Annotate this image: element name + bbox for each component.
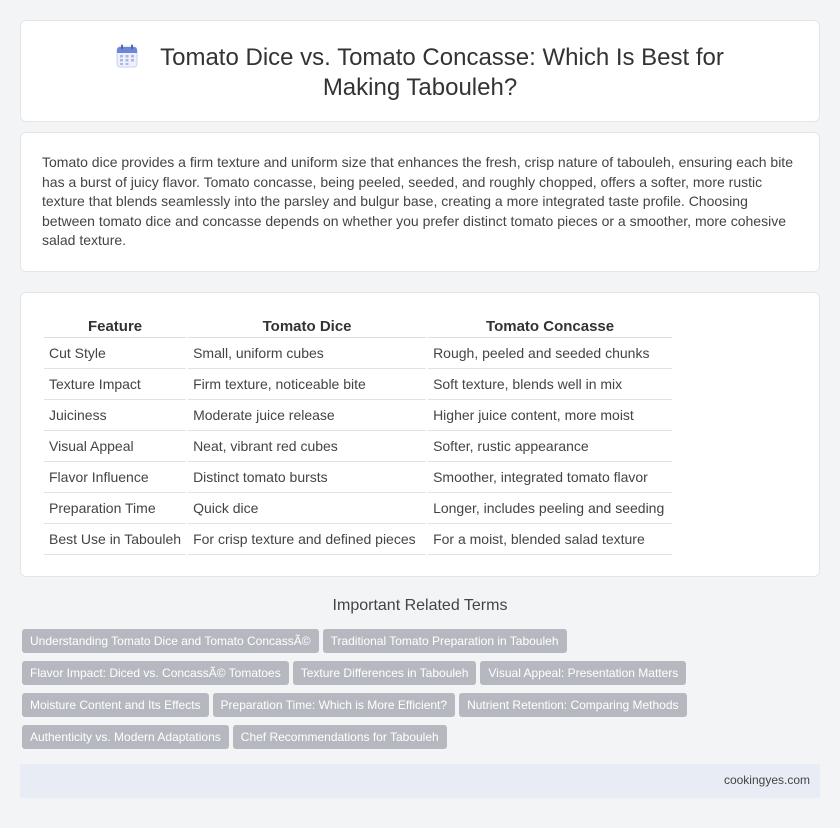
table-header-row: [44, 316, 672, 338]
table-cell: Quick dice: [188, 493, 426, 524]
tag-row: [22, 693, 822, 725]
table-cell: For a moist, blended salad texture: [428, 524, 672, 555]
related-term-tag[interactable]: Nutrient Retention: Comparing Methods: [459, 693, 686, 717]
related-terms-heading: Important Related Terms: [332, 597, 508, 614]
footer: [20, 764, 820, 798]
related-term-tag[interactable]: Traditional Tomato Preparation in Tabouleh: [323, 629, 567, 653]
comparison-card: [20, 292, 820, 577]
table-cell: Small, uniform cubes: [188, 338, 426, 369]
comparison-table: [42, 316, 674, 555]
related-term-tag[interactable]: Flavor Impact: Diced vs. ConcassÃ© Tomatoes: [22, 661, 289, 685]
column-header-tomato-dice: Tomato Dice: [188, 316, 426, 338]
tag-row: [22, 629, 822, 661]
table-cell: Moderate juice release: [188, 400, 426, 431]
table-cell: Distinct tomato bursts: [188, 462, 426, 493]
table-cell: Neat, vibrant red cubes: [188, 431, 426, 462]
table-cell: Preparation Time: [44, 493, 186, 524]
intro-paragraph: Tomato dice provides a firm texture and uniform size that enhances the fresh, crisp nature of tabouleh, ensuring each bite has a burst of juicy flavor. Tomato concasse, being peeled, seeded, and roughly chopped, offers a softer, more rustic texture that blends seamlessly into the parsley and bulgur base, creating a more integrated taste profile. Choosing between tomato dice and concasse depends on whether you prefer distinct tomato pieces or a smoother, more cohesive salad texture.: [42, 154, 793, 249]
calendar-icon: [116, 44, 138, 68]
table-row: [44, 462, 672, 493]
related-term-tag[interactable]: Understanding Tomato Dice and Tomato ConcassÃ©: [22, 629, 319, 653]
related-term-tag[interactable]: Visual Appeal: Presentation Matters: [480, 661, 686, 685]
related-term-tag[interactable]: Authenticity vs. Modern Adaptations: [22, 725, 229, 749]
table-row: [44, 493, 672, 524]
table-cell: Texture Impact: [44, 369, 186, 400]
table-cell: Rough, peeled and seeded chunks: [428, 338, 672, 369]
table-cell: Soft texture, blends well in mix: [428, 369, 672, 400]
page-title: Tomato Dice vs. Tomato Concasse: Which Is Best for Making Tabouleh?: [160, 44, 724, 101]
table-row: [44, 524, 672, 555]
related-term-tag[interactable]: Preparation Time: Which is More Efficient?: [213, 693, 456, 717]
related-terms-list: [22, 629, 822, 757]
table-row: [44, 400, 672, 431]
tag-row: [22, 725, 822, 757]
table-row: [44, 338, 672, 369]
table-row: [44, 369, 672, 400]
page-title-wrap: [81, 43, 759, 103]
table-cell: Best Use in Tabouleh: [44, 524, 186, 555]
table-cell: Higher juice content, more moist: [428, 400, 672, 431]
table-cell: Visual Appeal: [44, 431, 186, 462]
column-header-feature: Feature: [44, 316, 186, 338]
related-term-tag[interactable]: Texture Differences in Tabouleh: [293, 661, 477, 685]
footer-site-link[interactable]: cookingyes.com: [723, 773, 810, 787]
title-card: [20, 20, 820, 122]
table-cell: Longer, includes peeling and seeding: [428, 493, 672, 524]
table-cell: Juiciness: [44, 400, 186, 431]
table-cell: Cut Style: [44, 338, 186, 369]
table-cell: Smoother, integrated tomato flavor: [428, 462, 672, 493]
table-row: [44, 431, 672, 462]
intro-card: [20, 132, 820, 272]
table-cell: Flavor Influence: [44, 462, 186, 493]
table-cell: Firm texture, noticeable bite: [188, 369, 426, 400]
related-term-tag[interactable]: Chef Recommendations for Tabouleh: [233, 725, 447, 749]
table-cell: Softer, rustic appearance: [428, 431, 672, 462]
table-cell: For crisp texture and defined pieces: [188, 524, 426, 555]
column-header-tomato-concasse: Tomato Concasse: [428, 316, 672, 338]
tag-row: [22, 661, 822, 693]
related-term-tag[interactable]: Moisture Content and Its Effects: [22, 693, 209, 717]
